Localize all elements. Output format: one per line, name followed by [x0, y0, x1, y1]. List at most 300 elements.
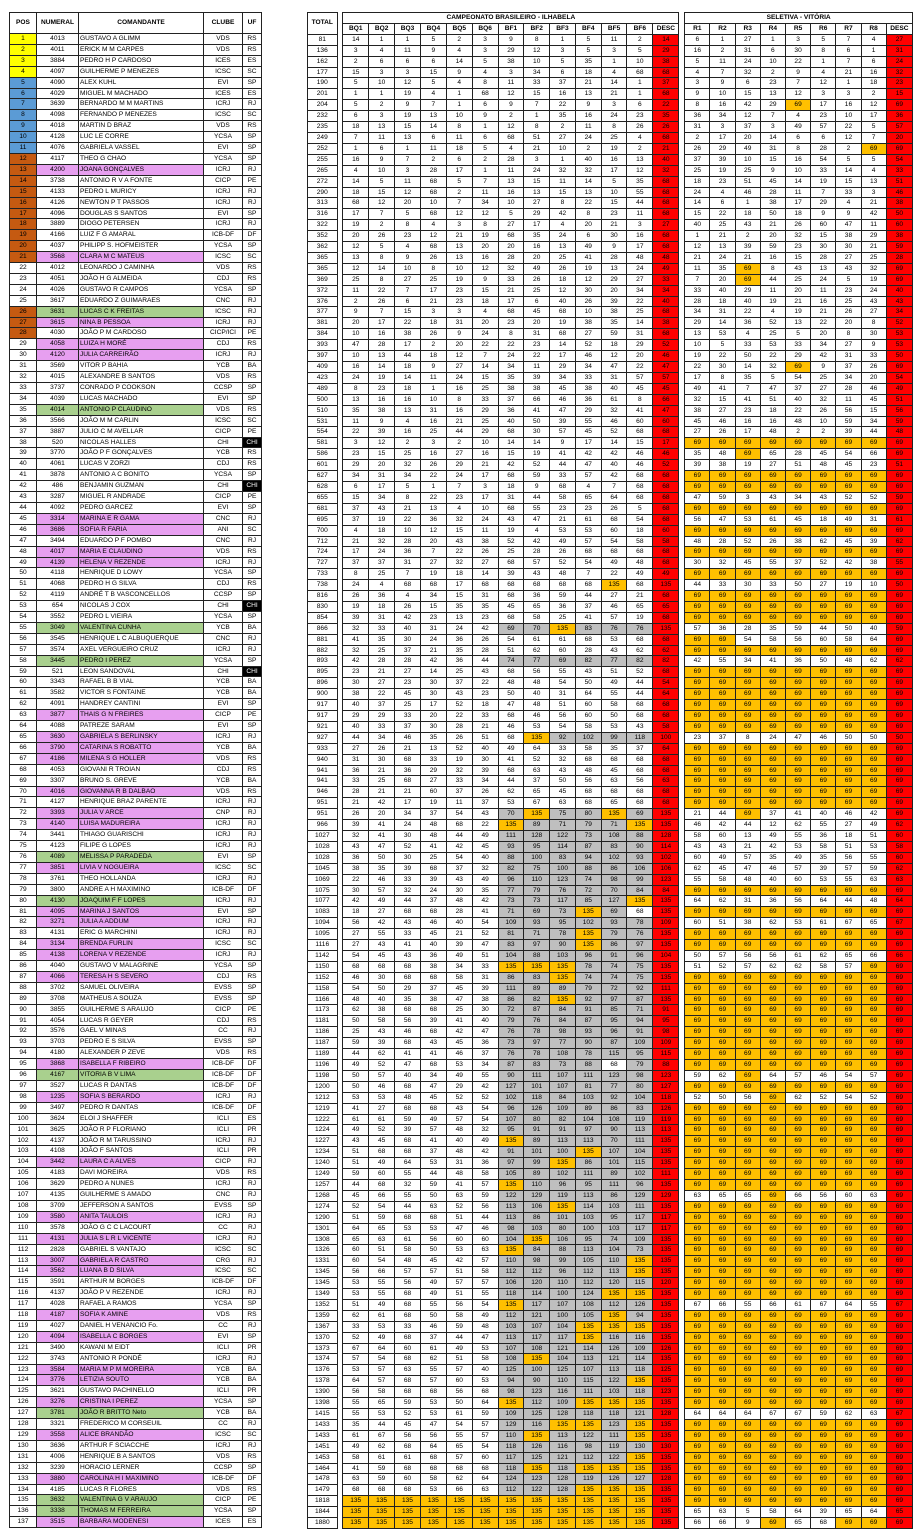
seletiva-cell: 69: [811, 1267, 836, 1278]
comandante-cell: LUANA B D SILVA: [79, 1266, 204, 1277]
table-row: [308, 460, 913, 471]
campeonato-cell: 39: [524, 372, 550, 383]
campeonato-cell: 122: [601, 1376, 627, 1387]
seletiva-cell: 69: [886, 1234, 912, 1245]
campeonato-cell: 22: [446, 711, 472, 722]
total-cell: 1166: [308, 994, 338, 1005]
seletiva-cell: 53: [861, 841, 886, 852]
clube-cell: CICP: [204, 1004, 243, 1015]
seletiva-cell: 69: [886, 503, 912, 514]
campeonato-cell: 33: [395, 711, 421, 722]
uf-cell: SP: [243, 655, 262, 666]
campeonato-cell: 68: [653, 798, 679, 809]
campeonato-cell: 117: [653, 1223, 679, 1234]
total-cell: 1478: [308, 1474, 338, 1485]
seletiva-cell: 5: [760, 372, 785, 383]
pos-cell: 53: [10, 601, 37, 612]
pos-cell: 126: [10, 1397, 37, 1408]
seletiva-cell: 69: [785, 1310, 810, 1321]
numeral-cell: 4028: [37, 1299, 79, 1310]
campeonato-cell: 14: [498, 438, 524, 449]
total-cell: 313: [308, 198, 338, 209]
campeonato-cell: 21: [601, 220, 627, 231]
campeonato-cell: 16: [343, 362, 369, 373]
pos-cell: 101: [10, 1124, 37, 1135]
campeonato-cell: 22: [575, 198, 601, 209]
campeonato-cell: 4: [395, 242, 421, 253]
clube-cell: ICRJ: [204, 164, 243, 175]
campeonato-cell: 11: [627, 209, 653, 220]
campeonato-cell: 83: [627, 1103, 653, 1114]
campeonato-cell: 16: [627, 231, 653, 242]
comandante-cell: JOÃO P F GONÇALVES: [79, 448, 204, 459]
seletiva-cell: 69: [811, 667, 836, 678]
seletiva-cell: 26: [710, 427, 735, 438]
campeonato-cell: 121: [550, 1452, 576, 1463]
table-row: [10, 208, 262, 219]
uf-cell: BA: [243, 1364, 262, 1375]
uf-cell: CHI: [243, 601, 262, 612]
campeonato-cell: 135: [550, 1419, 576, 1430]
seletiva-cell: 63: [861, 1409, 886, 1420]
clube-cell: YCB: [204, 361, 243, 372]
seletiva-cell: 39: [811, 863, 836, 874]
seletiva-cell: 69: [735, 591, 760, 602]
seletiva-cell: 69: [886, 1441, 912, 1452]
campeonato-cell: 21: [524, 143, 550, 154]
seletiva-cell: 10: [785, 165, 810, 176]
seletiva-cell: 69: [685, 1430, 710, 1441]
campeonato-cell: 28: [446, 907, 472, 918]
comandante-cell: GUSTAVO V MALAGRINE: [79, 961, 204, 972]
seletiva-cell: 69: [861, 885, 886, 896]
campeonato-cell: 14: [420, 667, 446, 678]
clube-cell: CDJ: [204, 459, 243, 470]
seletiva-cell: 69: [836, 1365, 861, 1376]
campeonato-cell: 15: [498, 449, 524, 460]
seletiva-cell: 20: [785, 285, 810, 296]
campeonato-cell: 57: [524, 558, 550, 569]
seletiva-cell: 69: [861, 961, 886, 972]
campeonato-cell: 25: [446, 1005, 472, 1016]
seletiva-cell: 69: [785, 1496, 810, 1507]
campeonato-cell: 21: [369, 667, 395, 678]
campeonato-cell: 55: [472, 1070, 498, 1081]
table-row: [10, 1081, 262, 1092]
campeonato-cell: 91: [575, 1005, 601, 1016]
campeonato-cell: 47: [369, 841, 395, 852]
pos-cell: 4: [10, 66, 37, 77]
campeonato-cell: 107: [601, 1147, 627, 1158]
seletiva-cell: 69: [760, 1332, 785, 1343]
seletiva-cell: 42: [760, 841, 785, 852]
clube-cell: ICB-DF: [204, 1473, 243, 1484]
campeonato-cell: 68: [653, 547, 679, 558]
uf-cell: PE: [243, 175, 262, 186]
total-cell: 1415: [308, 1409, 338, 1420]
campeonato-cell: 44: [395, 351, 421, 362]
pos-cell: 133: [10, 1473, 37, 1484]
table-row: [308, 732, 913, 743]
campeonato-cell: 11: [472, 525, 498, 536]
seletiva-cell: 69: [836, 1376, 861, 1387]
seletiva-cell: 69: [685, 601, 710, 612]
seletiva-cell: 69: [735, 1114, 760, 1125]
campeonato-cell: 57: [343, 1354, 369, 1365]
seletiva-cell: 69: [735, 929, 760, 940]
campeonato-cell: 62: [369, 1049, 395, 1060]
total-cell: 1094: [308, 918, 338, 929]
seletiva-cell: 69: [760, 1114, 785, 1125]
campeonato-cell: 78: [524, 1027, 550, 1038]
seletiva-cell: 51: [836, 841, 861, 852]
campeonato-cell: 57: [420, 1376, 446, 1387]
campeonato-cell: 9: [472, 111, 498, 122]
campeonato-cell: 135: [653, 1354, 679, 1365]
uf-cell: RS: [243, 34, 262, 45]
seletiva-cell: 69: [685, 667, 710, 678]
seletiva-cell: 33: [811, 165, 836, 176]
seletiva-cell: 69: [760, 776, 785, 787]
campeonato-cell: 68: [395, 972, 421, 983]
campeonato-cell: 41: [472, 907, 498, 918]
comandante-cell: HENRIQUE D LOWY: [79, 568, 204, 579]
campeonato-cell: 54: [472, 1114, 498, 1125]
campeonato-cell: 79: [575, 820, 601, 831]
seletiva-cell: 20: [811, 329, 836, 340]
pos-cell: 24: [10, 284, 37, 295]
total-cell: 830: [308, 601, 338, 612]
seletiva-cell: 69: [685, 634, 710, 645]
pos-cell: 75: [10, 841, 37, 852]
campeonato-cell: 32: [446, 765, 472, 776]
seletiva-cell: 69: [886, 1212, 912, 1223]
seletiva-cell: 34: [685, 307, 710, 318]
campeonato-cell: 21: [627, 591, 653, 602]
comandante-cell: BRUNO S. GREVE: [79, 775, 204, 786]
seletiva-cell: 69: [811, 1485, 836, 1496]
campeonato-cell: 92: [601, 1092, 627, 1103]
campeonato-cell: 64: [653, 689, 679, 700]
campeonato-cell: 17: [395, 798, 421, 809]
uf-cell: DF: [243, 1081, 262, 1092]
campeonato-cell: 72: [498, 1005, 524, 1016]
campeonato-cell: 50: [343, 1070, 369, 1081]
campeonato-cell: 61: [395, 1452, 421, 1463]
seletiva-cell: 32: [785, 231, 810, 242]
table-row: [10, 317, 262, 328]
campeonato-cell: 29: [601, 274, 627, 285]
seletiva-cell: 16: [760, 416, 785, 427]
seletiva-cell: 44: [811, 623, 836, 634]
numeral-cell: 3239: [37, 1462, 79, 1473]
total-cell: 322: [308, 220, 338, 231]
campeonato-cell: 129: [627, 1190, 653, 1201]
campeonato-cell: 26: [575, 296, 601, 307]
pos-cell: 87: [10, 971, 37, 982]
total-cell: 1186: [308, 1027, 338, 1038]
clube-cell: VDS: [204, 753, 243, 764]
campeonato-cell: 53: [601, 721, 627, 732]
campeonato-cell: 135: [498, 961, 524, 972]
campeonato-cell: 32: [472, 1125, 498, 1136]
seletiva-cell: 69: [685, 787, 710, 798]
table-row: [308, 656, 913, 667]
seletiva-cell: 69: [861, 1310, 886, 1321]
seletiva-cell: 69: [886, 1419, 912, 1430]
seletiva-cell: 69: [836, 1027, 861, 1038]
campeonato-cell: 135: [653, 1430, 679, 1441]
seletiva-cell: 69: [836, 1267, 861, 1278]
campeonato-cell: 122: [601, 1452, 627, 1463]
seletiva-cell: 69: [886, 1245, 912, 1256]
pos-cell: 5: [10, 77, 37, 88]
campeonato-cell: 135: [627, 1518, 653, 1529]
table-row: [10, 819, 262, 830]
pos-cell: 65: [10, 732, 37, 743]
numeral-cell: 3497: [37, 1102, 79, 1113]
seletiva-cell: 69: [785, 1136, 810, 1147]
comandante-cell: ERIC G MARCHINI: [79, 928, 204, 939]
campeonato-cell: 19: [420, 798, 446, 809]
comandante-cell: CAROLINA H I MAXIMINO: [79, 1473, 204, 1484]
table-row: [308, 89, 913, 100]
campeonato-cell: 53: [343, 1289, 369, 1300]
seletiva-cell: 7: [760, 111, 785, 122]
uf-cell: SC: [243, 1430, 262, 1441]
campeonato-cell: 84: [550, 1016, 576, 1027]
seletiva-cell: 69: [710, 525, 735, 536]
campeonato-cell: 55: [575, 416, 601, 427]
campeonato-cell: 68: [343, 961, 369, 972]
campeonato-cell: 3: [550, 45, 576, 56]
campeonato-cell: 54: [446, 1419, 472, 1430]
comandante-cell: MELISSA P PARADEDA: [79, 851, 204, 862]
campeonato-cell: 8: [472, 220, 498, 231]
campeonato-cell: 37: [369, 558, 395, 569]
campeonato-cell: 99: [524, 1158, 550, 1169]
campeonato-cell: 135: [550, 994, 576, 1005]
campeonato-cell: 117: [524, 1332, 550, 1343]
campeonato-cell: 16: [575, 111, 601, 122]
campeonato-cell: 28: [575, 645, 601, 656]
campeonato-cell: 68: [653, 231, 679, 242]
seletiva-cell: 50: [886, 580, 912, 591]
campeonato-cell: 113: [498, 1212, 524, 1223]
seletiva-cell: 69: [811, 1223, 836, 1234]
numeral-cell: 3576: [37, 1026, 79, 1037]
campeonato-cell: 68: [395, 1005, 421, 1016]
seletiva-cell: 59: [785, 623, 810, 634]
seletiva-cell: 53: [735, 514, 760, 525]
campeonato-cell: 30: [420, 678, 446, 689]
campeonato-cell: 114: [627, 1354, 653, 1365]
campeonato-cell: 6: [420, 132, 446, 143]
campeonato-cell: 46: [472, 1223, 498, 1234]
campeonato-cell: 31: [550, 689, 576, 700]
seletiva-cell: 69: [785, 1158, 810, 1169]
seletiva-cell: 22: [760, 351, 785, 362]
campeonato-cell: 125: [524, 1452, 550, 1463]
campeonato-cell: 42: [369, 798, 395, 809]
campeonato-cell: 3: [627, 220, 653, 231]
campeonato-cell: 12: [369, 438, 395, 449]
campeonato-cell: 48: [575, 765, 601, 776]
uf-cell: RJ: [243, 732, 262, 743]
total-cell: 816: [308, 591, 338, 602]
numeral-cell: 3578: [37, 1222, 79, 1233]
campeonato-cell: 5: [575, 34, 601, 45]
seletiva-cell: 69: [886, 1518, 912, 1529]
campeonato-cell: 11: [446, 132, 472, 143]
table-row: [10, 1048, 262, 1059]
seletiva-cell: 69: [735, 274, 760, 285]
seletiva-cell: 69: [861, 1060, 886, 1071]
table-row: [10, 655, 262, 666]
pos-cell: 97: [10, 1081, 37, 1092]
campeonato-cell: 25: [395, 700, 421, 711]
campeonato-cell: 47: [343, 340, 369, 351]
campeonato-cell: 62: [420, 1354, 446, 1365]
seletiva-cell: 34: [811, 340, 836, 351]
seletiva-cell: 69: [760, 1212, 785, 1223]
seletiva-cell: 69: [886, 1289, 912, 1300]
campeonato-cell: 25: [550, 612, 576, 623]
seletiva-cell: 69: [811, 1169, 836, 1180]
seletiva-cell: 60: [886, 830, 912, 841]
seletiva-cell: 69: [886, 798, 912, 809]
table-row: [10, 742, 262, 753]
campeonato-cell: 1: [627, 78, 653, 89]
campeonato-cell: 15: [446, 525, 472, 536]
seletiva-cell: 42: [811, 351, 836, 362]
seletiva-cell: 69: [710, 1245, 735, 1256]
campeonato-cell: 48: [446, 1147, 472, 1158]
campeonato-cell: 21: [420, 296, 446, 307]
campeonato-cell: 49: [653, 569, 679, 580]
campeonato-cell: 12: [472, 263, 498, 274]
comandante-cell: THIAGO GUARISCHI: [79, 830, 204, 841]
campeonato-cell: 41: [420, 841, 446, 852]
numeral-cell: 2828: [37, 1244, 79, 1255]
seletiva-cell: 69: [836, 1310, 861, 1321]
campeonato-cell: 22: [653, 100, 679, 111]
campeonato-cell: 30: [369, 972, 395, 983]
uf-cell: SC: [243, 939, 262, 950]
pos-cell: 42: [10, 481, 37, 492]
table-row: [308, 220, 913, 231]
uf-cell: SP: [243, 208, 262, 219]
comandante-cell: ALEXANDRE B SANTOS: [79, 372, 204, 383]
campeonato-cell: 9: [601, 242, 627, 253]
seletiva-cell: 69: [811, 1016, 836, 1027]
comandante-cell: THOMAS M FERREIRA: [79, 1506, 204, 1517]
campeonato-cell: 42: [472, 623, 498, 634]
campeonato-cell: 102: [575, 918, 601, 929]
seletiva-cell: 23: [760, 78, 785, 89]
campeonato-cell: 36: [524, 591, 550, 602]
pos-cell: 113: [10, 1255, 37, 1266]
campeonato-cell: 87: [524, 1005, 550, 1016]
comandante-cell: LUIZA H MORÉ: [79, 339, 204, 350]
comandante-cell: LORENA V REZENDE: [79, 950, 204, 961]
numeral-cell: 486: [37, 481, 79, 492]
campeonato-cell: 109: [627, 1343, 653, 1354]
table-row: [10, 1168, 262, 1179]
campeonato-cell: 24: [343, 372, 369, 383]
campeonato-cell: 52: [627, 667, 653, 678]
clube-cell: ICSC: [204, 306, 243, 317]
table-row: [308, 209, 913, 220]
campeonato-cell: 107: [550, 1081, 576, 1092]
seletiva-cell: 39: [685, 460, 710, 471]
comandante-cell: JULIO C M AVELLAR: [79, 426, 204, 437]
campeonato-cell: 7: [343, 132, 369, 143]
comandante-cell: AXEL VERGUEIRO CRUZ: [79, 644, 204, 655]
seletiva-cell: 11: [861, 220, 886, 231]
uf-cell: RJ: [243, 928, 262, 939]
table-row: [10, 153, 262, 164]
seletiva-cell: 69: [710, 1463, 735, 1474]
campeonato-cell: 60: [575, 700, 601, 711]
clube-cell: ICRJ: [204, 1288, 243, 1299]
table-row: [308, 1507, 913, 1518]
seletiva-cell: 69: [710, 1267, 735, 1278]
seletiva-cell: 24: [710, 252, 735, 263]
pos-cell: 21: [10, 252, 37, 263]
campeonato-cell: 71: [601, 820, 627, 831]
table-row: [308, 1114, 913, 1125]
campeonato-cell: 84: [550, 1092, 576, 1103]
seletiva-cell: 5: [861, 122, 886, 133]
campeonato-cell: 8: [498, 329, 524, 340]
uf-cell: RS: [243, 339, 262, 350]
campeonato-cell: 2: [343, 56, 369, 67]
seletiva-cell: 69: [886, 1343, 912, 1354]
campeonato-cell: 35: [601, 743, 627, 754]
seletiva-cell: 69: [685, 1321, 710, 1332]
campeonato-cell: 2: [369, 100, 395, 111]
campeonato-cell: 23: [472, 689, 498, 700]
campeonato-cell: 68: [420, 209, 446, 220]
campeonato-cell: 31: [343, 754, 369, 765]
campeonato-cell: 135: [601, 1463, 627, 1474]
table-row: [10, 1277, 262, 1288]
seletiva-cell: 69: [886, 754, 912, 765]
seletiva-cell: 69: [735, 1278, 760, 1289]
total-cell: 409: [308, 362, 338, 373]
campeonato-cell: 135: [627, 1256, 653, 1267]
campeonato-cell: 95: [601, 1016, 627, 1027]
campeonato-cell: 123: [524, 1474, 550, 1485]
campeonato-cell: 30: [420, 721, 446, 732]
campeonato-cell: 54: [369, 1256, 395, 1267]
seletiva-cell: 35: [760, 852, 785, 863]
campeonato-cell: 27: [369, 907, 395, 918]
campeonato-cell: 12: [446, 351, 472, 362]
campeonato-cell: 135: [575, 1332, 601, 1343]
campeonato-cell: 53: [601, 634, 627, 645]
campeonato-cell: 100: [550, 863, 576, 874]
seletiva-cell: 69: [785, 525, 810, 536]
uf-cell: SP: [243, 612, 262, 623]
campeonato-cell: 68: [395, 1212, 421, 1223]
seletiva-cell: 69: [811, 1005, 836, 1016]
seletiva-cell: 69: [886, 525, 912, 536]
seletiva-cell: 45: [861, 394, 886, 405]
header-bq1: BQ1: [343, 23, 369, 34]
seletiva-cell: 46: [710, 416, 735, 427]
